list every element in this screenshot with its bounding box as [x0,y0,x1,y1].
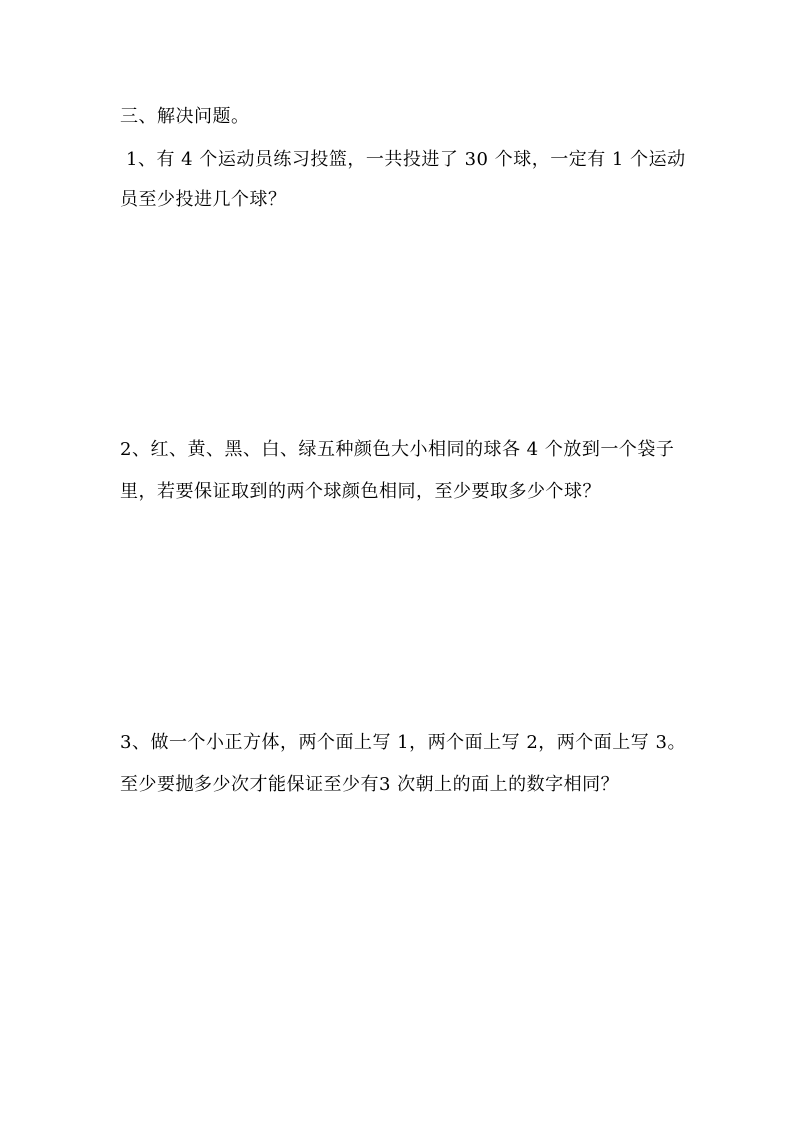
question-3-text-line-2: 至少要抛多少次才能保证至少有3 次朝上的面上的数字相同？ [120,774,620,795]
question-2-text-line-2: 里，若要保证取到的两个球颜色相同，至少要取多少个球？ [120,481,601,502]
question-1-text-line-1: 1、有 4 个运动员练习投篮，一共投进了 30 个球，一定有 1 个运动 [126,149,686,170]
question-3-text-line-1: 3、做一个小正方体，两个面上写 1，两个面上写 2，两个面上写 3。 [120,732,686,753]
question-2-text-line-1: 2、红、黄、黑、白、绿五种颜色大小相同的球各 4 个放到一个袋子 [120,439,675,460]
section-heading: 三、解决问题。 [120,106,250,127]
question-1-text-line-2: 员至少投进几个球？ [120,189,287,210]
